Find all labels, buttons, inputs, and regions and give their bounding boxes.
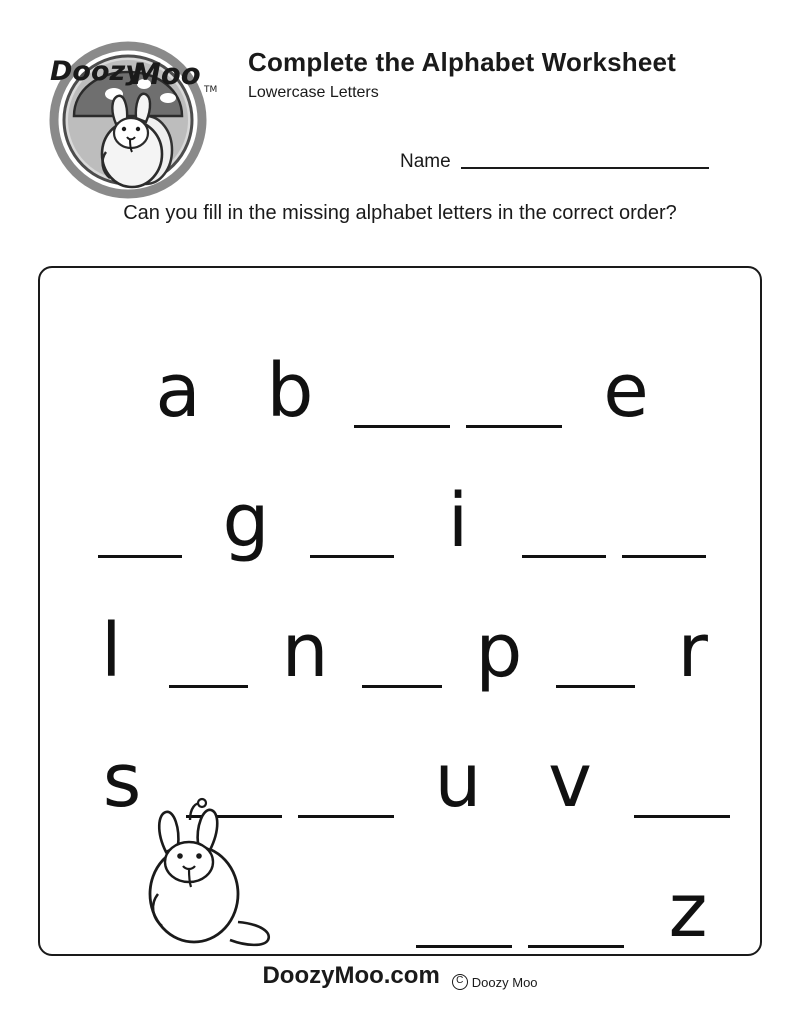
blank-cell[interactable] bbox=[416, 945, 512, 948]
letter-cell: e bbox=[603, 348, 649, 434]
blank-cell[interactable] bbox=[354, 425, 450, 428]
blank-cell[interactable] bbox=[522, 555, 606, 558]
worksheet-header bbox=[20, 26, 780, 206]
copyright bbox=[452, 974, 538, 990]
doozy-moo-mushroom-logo bbox=[28, 32, 228, 202]
copyright-icon: C bbox=[452, 974, 468, 990]
title-block bbox=[248, 48, 778, 102]
blank-cell[interactable] bbox=[556, 685, 635, 688]
letter-cell: s bbox=[102, 738, 142, 824]
blank-cell[interactable] bbox=[310, 555, 394, 558]
svg-text:Doozy: Doozy bbox=[50, 56, 143, 87]
copyright-text: Doozy Moo bbox=[471, 974, 538, 990]
letter-cell: p bbox=[475, 608, 523, 694]
svg-text:TM: TM bbox=[204, 85, 218, 95]
blank-cell[interactable] bbox=[634, 815, 730, 818]
name-label: Name bbox=[400, 151, 451, 172]
page-subtitle: Lowercase Letters bbox=[248, 83, 379, 101]
moo-character-illustration bbox=[110, 790, 310, 950]
blank-cell[interactable] bbox=[622, 555, 706, 558]
site-url[interactable]: DoozyMoo.com bbox=[262, 962, 440, 989]
letter-cell: n bbox=[281, 608, 329, 694]
letter-cell: b bbox=[266, 348, 314, 434]
letter-cell: u bbox=[434, 738, 482, 824]
worksheet-row bbox=[60, 478, 744, 564]
blank-cell[interactable] bbox=[466, 425, 562, 428]
page-title: Complete the Alphabet Worksheet bbox=[248, 47, 677, 77]
instruction-text: Can you fill in the missing alphabet letters in the correct order? bbox=[123, 202, 677, 224]
name-input-line[interactable] bbox=[461, 167, 709, 169]
footer bbox=[0, 962, 800, 990]
letter-cell: r bbox=[677, 608, 708, 694]
worksheet-box bbox=[38, 266, 762, 956]
svg-text:Moo: Moo bbox=[132, 57, 201, 91]
blank-cell[interactable] bbox=[298, 815, 394, 818]
blank-cell[interactable] bbox=[362, 685, 441, 688]
letter-cell: l bbox=[101, 608, 122, 694]
letter-cell: v bbox=[548, 738, 592, 824]
name-field[interactable] bbox=[400, 151, 709, 173]
letter-cell: z bbox=[668, 868, 708, 954]
blank-cell[interactable] bbox=[528, 945, 624, 948]
worksheet-row bbox=[60, 348, 744, 434]
blank-cell[interactable] bbox=[169, 685, 248, 688]
letter-cell: a bbox=[155, 348, 201, 434]
blank-cell[interactable] bbox=[98, 555, 182, 558]
letter-cell: i bbox=[447, 478, 469, 564]
worksheet-row bbox=[60, 608, 744, 694]
letter-cell: g bbox=[222, 478, 270, 564]
